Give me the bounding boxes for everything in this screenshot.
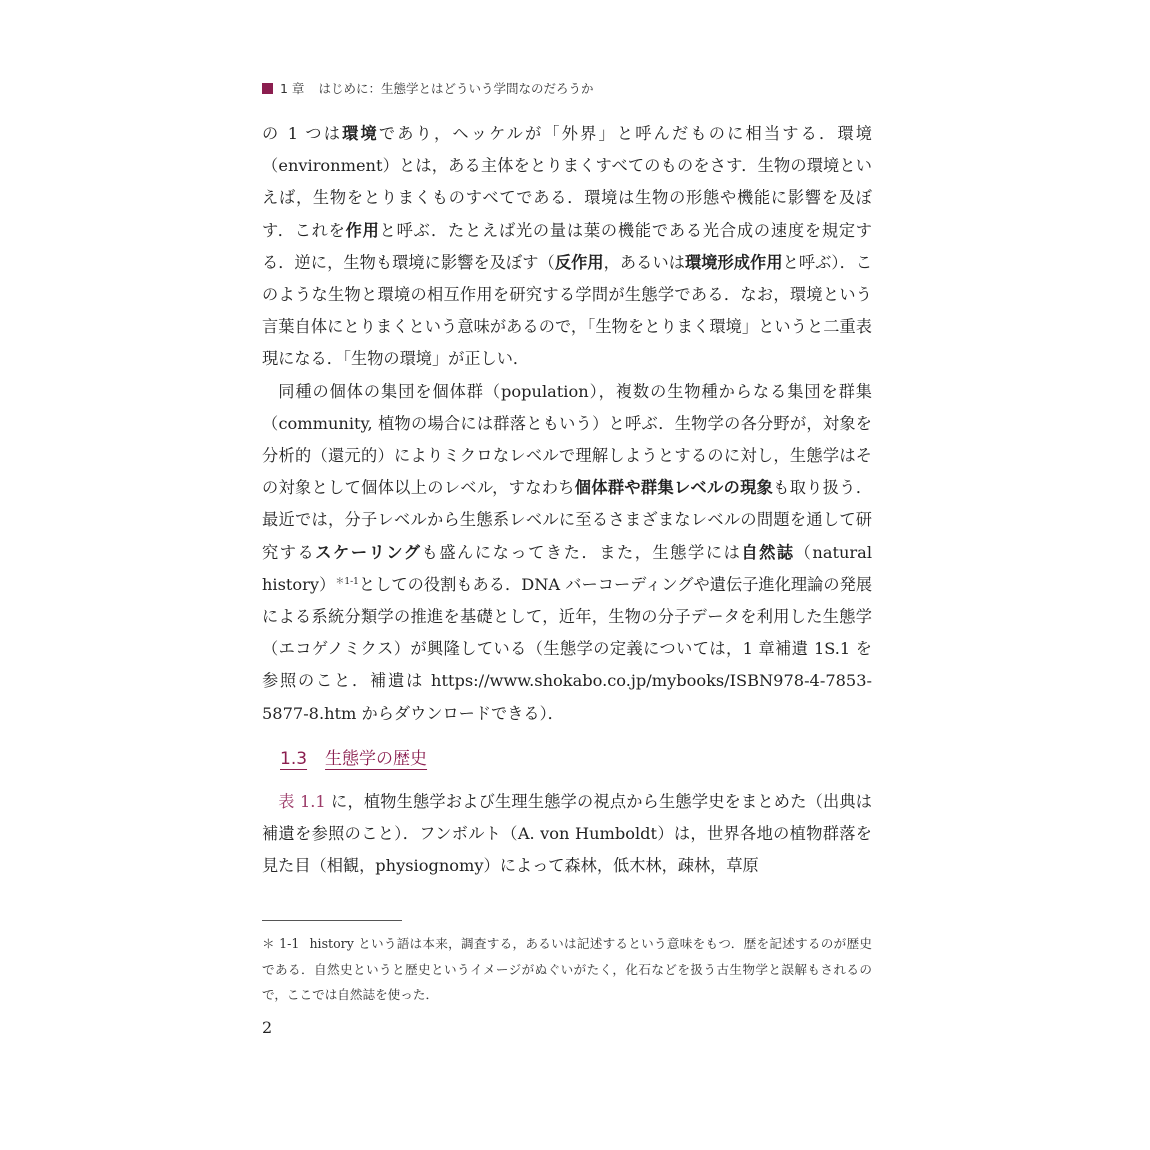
text-span: の 1 つは: [262, 124, 343, 143]
footnote: [262, 931, 872, 1008]
footnote-divider: [262, 920, 402, 921]
text-span: ，あるいは: [603, 252, 685, 272]
book-page: [262, 78, 872, 1038]
section-title: 生態学の歴史: [325, 748, 428, 769]
footnote-reference[interactable]: ＊1-1: [335, 576, 359, 587]
section-heading: [280, 746, 872, 772]
body-paragraph-2: [262, 376, 872, 730]
page-number: 2: [262, 1017, 273, 1037]
text-span: としての役割もある．DNA バーコーディングや遺伝子進化理論の発展による系統分類学の推進を基礎として，近年，生物の分子データを利用した生態学（エコゲノミクス）が興隆している（生態学の定義については，1 章補遺 1S.1 を参照のこと．補遺は https://www.shokabo.co.jp/mybooks/ISBN978-4-7853-5877-8.htm からダウンロードできる）．: [262, 574, 873, 723]
bold-term-environment: 環境: [342, 124, 379, 143]
body-paragraph-3: [262, 786, 872, 883]
text-span: も盛んになってきた．また，生態学には: [421, 542, 742, 562]
section-number: 1.3: [280, 748, 308, 769]
chapter-marker-square: [262, 83, 273, 94]
text-span: 同種の個体の集団を個体群（population），複数の生物種からなる集団を群集（community, 植物の場合には群落ともいう）と呼ぶ．生物学の各分野が，対象を分析的（還元的）によりミクロなレベルで理解しようとするのに対し，生態学はその対象として個体以上のレベル，すなわち: [262, 381, 872, 498]
running-head-chapter: 1 章: [280, 81, 305, 96]
bold-term-natural-history: 自然誌: [741, 542, 795, 562]
footnote-text: history という語は本来，調査する，あるいは記述するという意味をもつ．歴を記述するのが歴史である．自然史というと歴史というイメージがぬぐいがたく，化石などを扱う古生物学と誤解もされるので，ここでは自然誌を使った．: [262, 936, 872, 1003]
text-span: （natural history）: [262, 542, 872, 594]
running-head: [262, 78, 872, 98]
text-span: に，植物生態学および生理生態学の視点から生態学史をまとめた（出典は補遺を参照のこと）．フンボルト（A. von Humboldt）は，世界各地の植物群落を見た目（相観，physiognomy）によって森林，低木林，疎林，草原: [262, 791, 872, 876]
bold-term-environment-forming: 環境形成作用: [684, 252, 783, 272]
table-cross-reference[interactable]: 表 1.1: [278, 791, 326, 811]
body-paragraph-1: [262, 118, 872, 376]
bold-term-reaction: 反作用: [554, 252, 604, 272]
running-head-title: はじめに：生態学とはどういう学問なのだろうか: [318, 81, 594, 96]
bold-term-population-community: 個体群や群集レベルの現象: [574, 478, 774, 498]
footnote-id: ＊ 1-1: [262, 936, 300, 952]
text-span: も取り扱う．最近では，分子レベルから生態系レベルに至るさまざまなレベルの問題を通して研究する: [262, 478, 873, 562]
text-span: であり，ヘッケルが「外界」と呼んだものに相当する．環境（environment）とは，ある主体をとりまくすべてのものをさす．生物の環境といえば，生物をとりまくものすべてである．環境は生物の形態や機能に影響を及ぼす．これを: [262, 124, 872, 240]
text-span: と呼ぶ）．このような生物と環境の相互作用を研究する学問が生態学である．なお，環境という言葉自体にとりまくという意味があるので，「生物をとりまく環境」というと二重表現になる．「生物の環境」が正しい．: [262, 252, 873, 369]
bold-term-scaling: スケーリング: [315, 542, 422, 562]
bold-term-action: 作用: [345, 220, 380, 240]
text-span: と呼ぶ．たとえば光の量は葉の機能である光合成の速度を規定する．逆に，生物も環境に影響を及ぼす（: [262, 220, 872, 272]
